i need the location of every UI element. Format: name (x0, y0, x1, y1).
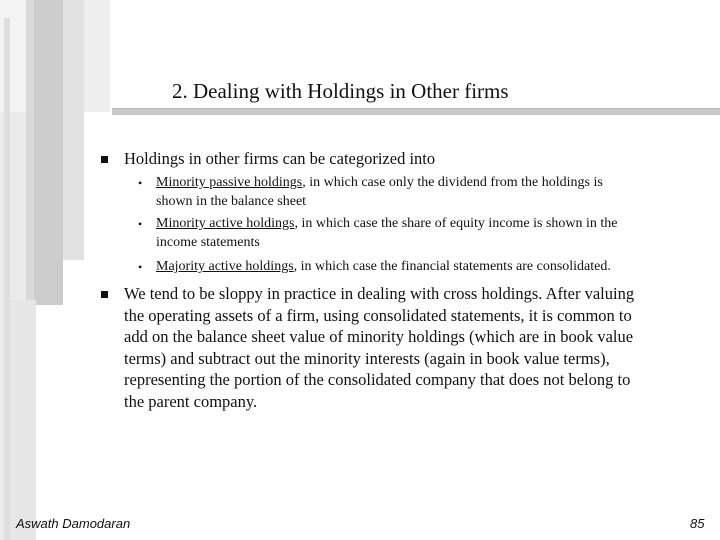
bullet-text: Holdings in other firms can be categorized into (124, 149, 436, 168)
sub-item (156, 258, 716, 277)
paragraph-line: the operating assets of a firm, using consolidated statements, it is common to (124, 305, 632, 325)
title-divider (112, 108, 720, 115)
sub-item (156, 215, 716, 252)
sub-item-term: Minority active holdings (156, 216, 295, 231)
square-bullet-icon (101, 291, 108, 298)
sub-item-rest: , in which case the financial statements are consolidated. (293, 259, 611, 274)
decor-bar-low (10, 300, 36, 540)
paragraph-line: We tend to be sloppy in practice in dealing with cross holdings. After valuing (124, 284, 635, 303)
sub-item-term: Majority active holdings (156, 259, 294, 274)
sub-item-rest: , in which case only the dividend from the holdings is (302, 175, 603, 190)
decor-bar-dark (33, 0, 63, 305)
page-number: 85 (690, 516, 705, 531)
sub-item (156, 174, 716, 211)
decor-block-upper (84, 0, 110, 112)
dot-bullet-icon: • (138, 217, 143, 231)
footer-author: Aswath Damodaran (16, 516, 131, 531)
dot-bullet-icon: • (138, 260, 143, 274)
slide-title: 2. Dealing with Holdings in Other firms (172, 79, 509, 103)
decor-bar-inner (26, 0, 34, 340)
dot-bullet-icon: • (138, 176, 143, 190)
square-bullet-icon (101, 156, 108, 163)
decor-bar-thin (4, 18, 10, 540)
sub-item-rest-cont: income statements (156, 234, 260, 250)
paragraph-line: add on the balance sheet value of minority holdings (which are in book value (124, 327, 634, 347)
sub-item-rest: , in which case the share of equity income is shown in the (294, 216, 618, 231)
bullet-paragraph (124, 283, 714, 413)
sub-item-term: Minority passive holdings (156, 175, 303, 190)
sub-item-rest-cont: shown in the balance sheet (156, 193, 307, 209)
paragraph-line: representing the portion of the consolidated company that does not belong to (124, 370, 631, 390)
paragraph-line: terms) and subtract out the minority interests (again in book value terms), (124, 348, 610, 368)
paragraph-line: the parent company. (124, 391, 258, 411)
